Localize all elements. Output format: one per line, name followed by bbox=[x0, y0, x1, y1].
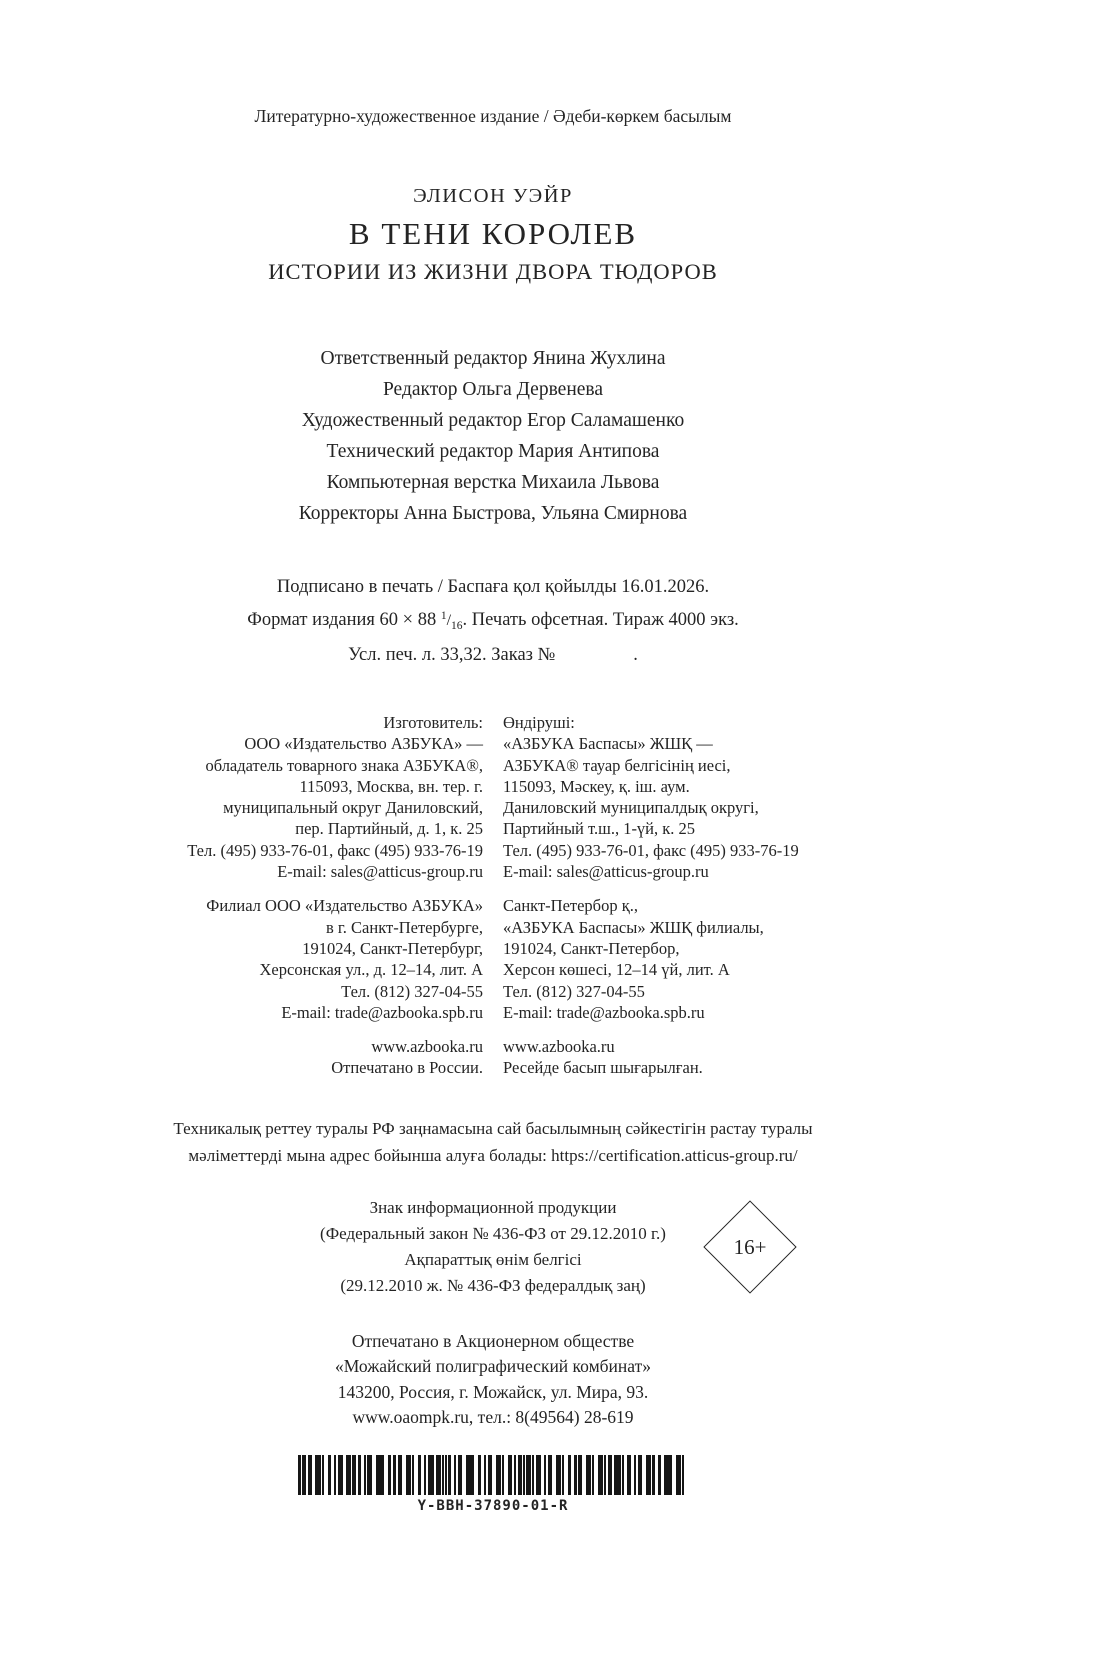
imprint-line: Тел. (495) 933-76-01, факс (495) 933-76-19 bbox=[187, 840, 483, 860]
order-text: Усл. печ. л. 33,32. Заказ № bbox=[348, 645, 556, 665]
imprint-line: Тел. (812) 327-04-55 bbox=[341, 981, 483, 1001]
imprint-line: ООО «Издательство АЗБУКА» — bbox=[244, 734, 483, 754]
barcode-label: Y-BBH-37890-01-R bbox=[417, 1497, 569, 1514]
site-paragraph bbox=[93, 1036, 483, 1079]
print-info-block bbox=[93, 573, 893, 670]
imprint-line: Филиал ООО «Издательство АЗБУКА» bbox=[206, 896, 483, 916]
age-rating-value: 16+ bbox=[733, 1234, 767, 1259]
imprint-line: Херсонская ул., д. 12–14, лит. А bbox=[259, 960, 483, 980]
imprint-line: Өндіруші: bbox=[503, 713, 575, 732]
site-paragraph bbox=[503, 1036, 893, 1079]
info-sign-line: (29.12.2010 ж. № 436-ФЗ федералдық заң) bbox=[340, 1275, 646, 1295]
imprint-line: АЗБУКА® тауар белгісінің иесі, bbox=[503, 755, 731, 775]
manufacturer-kz-column bbox=[503, 712, 893, 1079]
imprint-line: Тел. (495) 933-76-01, факс (495) 933-76-19 bbox=[503, 840, 799, 860]
imprint-line: E-mail: trade@azbooka.spb.ru bbox=[281, 1002, 483, 1022]
imprint-line: муниципальный округ Даниловский, bbox=[223, 798, 483, 818]
certification-note bbox=[93, 1115, 893, 1169]
manufacturer-ru-column bbox=[93, 712, 483, 1079]
imprint-line: 115093, Москва, вн. тер. г. bbox=[299, 776, 483, 796]
printer-line: Отпечатано в Акционерном обществе bbox=[351, 1330, 635, 1351]
staff-line: Ответственный редактор Янина Жухлина bbox=[320, 348, 666, 369]
staff-line: Редактор Ольга Дервенева bbox=[382, 379, 604, 400]
imprint-line: 191024, Санкт-Петербург, bbox=[302, 938, 483, 958]
imprint-line: Херсон көшесі, 12–14 үй, лит. А bbox=[503, 960, 730, 980]
format-fraction-denominator: 16 bbox=[451, 620, 463, 632]
imprint-columns bbox=[93, 712, 893, 1079]
barcode bbox=[298, 1455, 688, 1495]
format-line bbox=[93, 602, 893, 641]
site-url: www.azbooka.ru bbox=[503, 1037, 615, 1057]
staff-line: Технический редактор Мария Антипова bbox=[326, 441, 660, 462]
imprint-line: E-mail: sales@atticus-group.ru bbox=[503, 862, 709, 882]
staff-block bbox=[93, 343, 893, 529]
info-sign-line: Знак информационной продукции bbox=[369, 1197, 617, 1217]
author-name: ЭЛИСОН УЭЙР bbox=[413, 185, 573, 207]
imprint-line: 115093, Мәскеу, қ. іш. аум. bbox=[503, 776, 690, 796]
imprint-line: 191024, Санкт-Петербор, bbox=[503, 938, 680, 958]
certification-line: Техникалық реттеу туралы РФ заңнамасына сай басылымның сәйкестігін растау туралы bbox=[173, 1118, 813, 1138]
imprint-line: в г. Санкт-Петербурге, bbox=[325, 917, 483, 937]
format-fraction-slash: / bbox=[446, 612, 452, 629]
printer-line: 143200, Россия, г. Можайск, ул. Мира, 93. bbox=[337, 1381, 649, 1402]
format-text: Формат издания 60 × 88 bbox=[247, 610, 441, 630]
format-text-suffix: . Печать офсетная. Тираж 4000 экз. bbox=[462, 610, 739, 630]
book-title: В ТЕНИ КОРОЛЕВ bbox=[348, 216, 638, 251]
printer-line: www.oaompk.ru, тел.: 8(49564) 28-619 bbox=[352, 1407, 634, 1428]
format-fraction-numerator: 1 bbox=[440, 610, 447, 622]
info-sign-line: Ақпараттық өнім белгісі bbox=[404, 1249, 582, 1269]
imprint-line: Партийный т.ш., 1-үй, к. 25 bbox=[503, 819, 696, 839]
imprint-line: Санкт-Петербор қ., bbox=[503, 896, 638, 916]
branch-paragraph bbox=[93, 895, 483, 1023]
print-date-line: Подписано в печать / Баспаға қол қойылды 16.01.2026. bbox=[276, 577, 710, 597]
info-sign-line: (Федеральный закон № 436-ФЗ от 29.12.2010 г.) bbox=[320, 1223, 666, 1243]
imprint-line: Изготовитель: bbox=[383, 713, 483, 732]
printer-line: «Можайский полиграфический комбинат» bbox=[335, 1356, 651, 1377]
imprint-line: обладатель товарного знака АЗБУКА®, bbox=[205, 755, 483, 775]
order-text-period: . bbox=[633, 645, 638, 665]
imprint-line: «АЗБУКА Баспасы» ЖШҚ филиалы, bbox=[503, 917, 764, 937]
edition-line: Литературно-художественное издание / Әдеби-көркем басылым bbox=[254, 106, 732, 126]
imprint-line: E-mail: trade@azbooka.spb.ru bbox=[503, 1002, 705, 1022]
printer-block bbox=[93, 1329, 893, 1431]
imprint-line: пер. Партийный, д. 1, к. 25 bbox=[295, 819, 483, 839]
imprint-line: «АЗБУКА Баспасы» ЖШҚ — bbox=[503, 734, 713, 754]
certification-line: мәліметтерді мына адрес бойынша алуға болады: https://certification.atticus-group.ru/ bbox=[188, 1145, 798, 1165]
barcode-section bbox=[93, 1455, 893, 1514]
staff-line: Художественный редактор Егор Саламашенко bbox=[301, 410, 685, 431]
info-sign-section bbox=[93, 1195, 893, 1299]
printed-in-line: Отпечатано в России. bbox=[331, 1058, 483, 1078]
branch-paragraph bbox=[503, 895, 893, 1023]
order-line bbox=[93, 641, 893, 670]
imprint-line: Тел. (812) 327-04-55 bbox=[503, 981, 645, 1001]
printed-in-line: Ресейде басып шығарылған. bbox=[503, 1058, 703, 1078]
book-subtitle: ИСТОРИИ ИЗ ЖИЗНИ ДВОРА ТЮДОРОВ bbox=[268, 259, 718, 284]
imprint-line: Даниловский муниципалдық округі, bbox=[503, 798, 759, 818]
site-url: www.azbooka.ru bbox=[371, 1037, 483, 1057]
imprint-line: E-mail: sales@atticus-group.ru bbox=[277, 862, 483, 882]
staff-line: Корректоры Анна Быстрова, Ульяна Смирнова bbox=[298, 503, 688, 524]
staff-line: Компьютерная верстка Михаила Львова bbox=[326, 472, 660, 493]
colophon-page bbox=[93, 0, 893, 1514]
